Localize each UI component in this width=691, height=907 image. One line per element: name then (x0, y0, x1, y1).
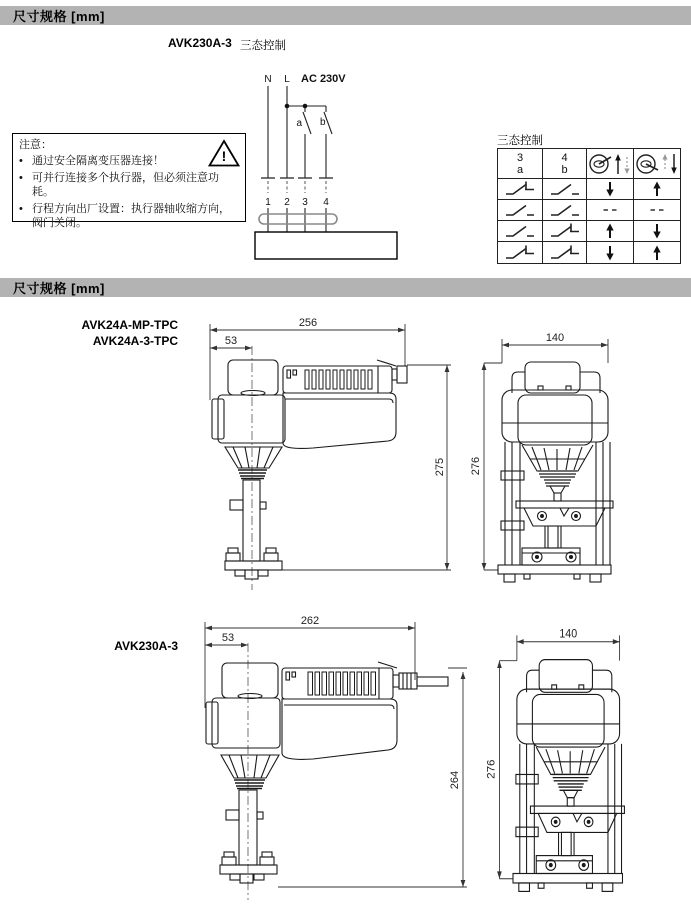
note-item-text: 可并行连接多个执行器，但必须注意功耗。 (32, 172, 219, 198)
note-title: 注意： (19, 139, 52, 151)
control-table-row (498, 221, 680, 242)
dim-front-width: 140 (545, 332, 565, 344)
control-table-header-row (498, 149, 680, 179)
control-table (497, 148, 681, 264)
actuator-outline (212, 360, 407, 579)
junction-dot-1 (285, 104, 290, 109)
cable-grommet (259, 214, 337, 224)
arrow-up-icon (648, 180, 666, 198)
actuator-body-box (255, 232, 397, 259)
note-item: • 行程方向出厂设置：执行器轴收缩方向，阀门关闭。 (19, 202, 239, 230)
arrow-down-icon (601, 244, 619, 262)
direction-b-cell (634, 200, 680, 221)
wiring-mode-label: 三态控制 (240, 40, 286, 52)
dim-width: 262 (300, 615, 320, 627)
direction-b-cell (634, 221, 680, 242)
header-cell-knob-a (587, 149, 634, 179)
rotary-knob-icon (634, 150, 680, 178)
control-table-row (498, 200, 680, 221)
switch3-cell (498, 179, 543, 200)
motor-ribs (308, 672, 376, 695)
terminal-4: 4 (323, 197, 329, 208)
switch3-cell (498, 221, 543, 242)
dim-height: 264 (449, 770, 461, 790)
arrow-up-icon (648, 244, 666, 262)
arrow-up-icon (601, 222, 619, 240)
switch-open-icon (550, 181, 580, 197)
wiring-diagram (242, 56, 412, 266)
header-cell-knob-b (634, 149, 680, 179)
wiring-model-label: AVK230A-3 (168, 36, 232, 50)
switch4-cell (543, 179, 587, 200)
section-header-wiring (0, 6, 691, 25)
switch-closed-icon (505, 245, 535, 261)
header-cell-4b: 4 b (543, 149, 587, 179)
note-item: • 通过安全隔离变压器连接！ (19, 154, 239, 168)
switch-closed-icon (505, 181, 535, 197)
control-table-row (498, 179, 680, 200)
control-table-body (498, 179, 680, 263)
section-header-text: 尺寸规格 [mm] (13, 281, 105, 296)
direction-a-cell (587, 200, 634, 221)
actuator-outline (513, 660, 624, 892)
svg-text:!: ! (221, 148, 227, 164)
stop-dashes-icon (601, 201, 619, 219)
wire-l-label: L (284, 74, 290, 85)
switch-open-icon (550, 202, 580, 218)
control-table-title: 三态控制 (497, 135, 543, 147)
side-view-drawing-avk24a (193, 304, 455, 596)
note-item: • 可并行连接多个执行器，但必须注意功耗。 (19, 171, 239, 199)
dim-width: 256 (298, 317, 318, 329)
switch-closed-icon (550, 245, 580, 261)
switch4-cell (543, 221, 587, 242)
switch4-cell (543, 242, 587, 263)
direction-b-cell (634, 179, 680, 200)
dim-height: 275 (434, 457, 446, 477)
rotary-knob-icon (587, 150, 633, 178)
switch3-cell (498, 242, 543, 263)
direction-a-cell (587, 221, 634, 242)
section-header-dimensions (0, 278, 691, 297)
dim-front-height: 276 (470, 456, 482, 476)
warning-triangle-icon (208, 139, 240, 168)
switch-closed-icon (550, 223, 580, 239)
direction-a-cell (587, 242, 634, 263)
dimension-arrows (210, 328, 449, 570)
junction-dot-2 (303, 104, 308, 109)
note-box (12, 133, 246, 229)
switch-a-label: a (296, 118, 302, 129)
motor-ribs (305, 370, 372, 389)
direction-a-cell (587, 179, 634, 200)
drawing2-model-label: AVK230A-3 (114, 639, 178, 653)
terminal-2: 2 (284, 197, 290, 208)
front-view-drawing-avk230a (482, 608, 691, 903)
terminal-1: 1 (265, 197, 271, 208)
direction-b-cell (634, 242, 680, 263)
wire-n-label: N (264, 74, 272, 85)
dim-offset: 53 (221, 632, 235, 644)
switch-b-label: b (320, 117, 326, 128)
arrow-down-icon (648, 222, 666, 240)
note-item-text: 通过安全隔离变压器连接！ (32, 155, 164, 167)
terminal-3: 3 (302, 197, 308, 208)
front-view-drawing-avk24a (466, 313, 691, 593)
actuator-outline (498, 362, 613, 582)
switch-open-icon (505, 223, 535, 239)
terminal-dashes (268, 181, 326, 193)
switch-open-icon (505, 202, 535, 218)
drawing1-model-label: AVK24A-MP-TPC AVK24A-3-TPC (81, 318, 178, 348)
voltage-label: AC 230V (301, 73, 346, 85)
arrow-down-icon (601, 180, 619, 198)
dim-front-height: 276 (485, 759, 498, 779)
section-header-text: 尺寸规格 [mm] (13, 9, 105, 24)
switch3-cell (498, 200, 543, 221)
wiring-lines (261, 86, 333, 232)
switch4-cell (543, 200, 587, 221)
dim-front-width: 140 (559, 628, 578, 641)
header-cell-3a: 3 a (498, 149, 543, 179)
stop-dashes-icon (648, 201, 666, 219)
side-view-drawing-avk230a (188, 610, 473, 905)
note-item-text: 行程方向出厂设置：执行器轴收缩方向，阀门关闭。 (32, 203, 230, 229)
control-table-row (498, 242, 680, 263)
dim-offset: 53 (224, 335, 238, 347)
